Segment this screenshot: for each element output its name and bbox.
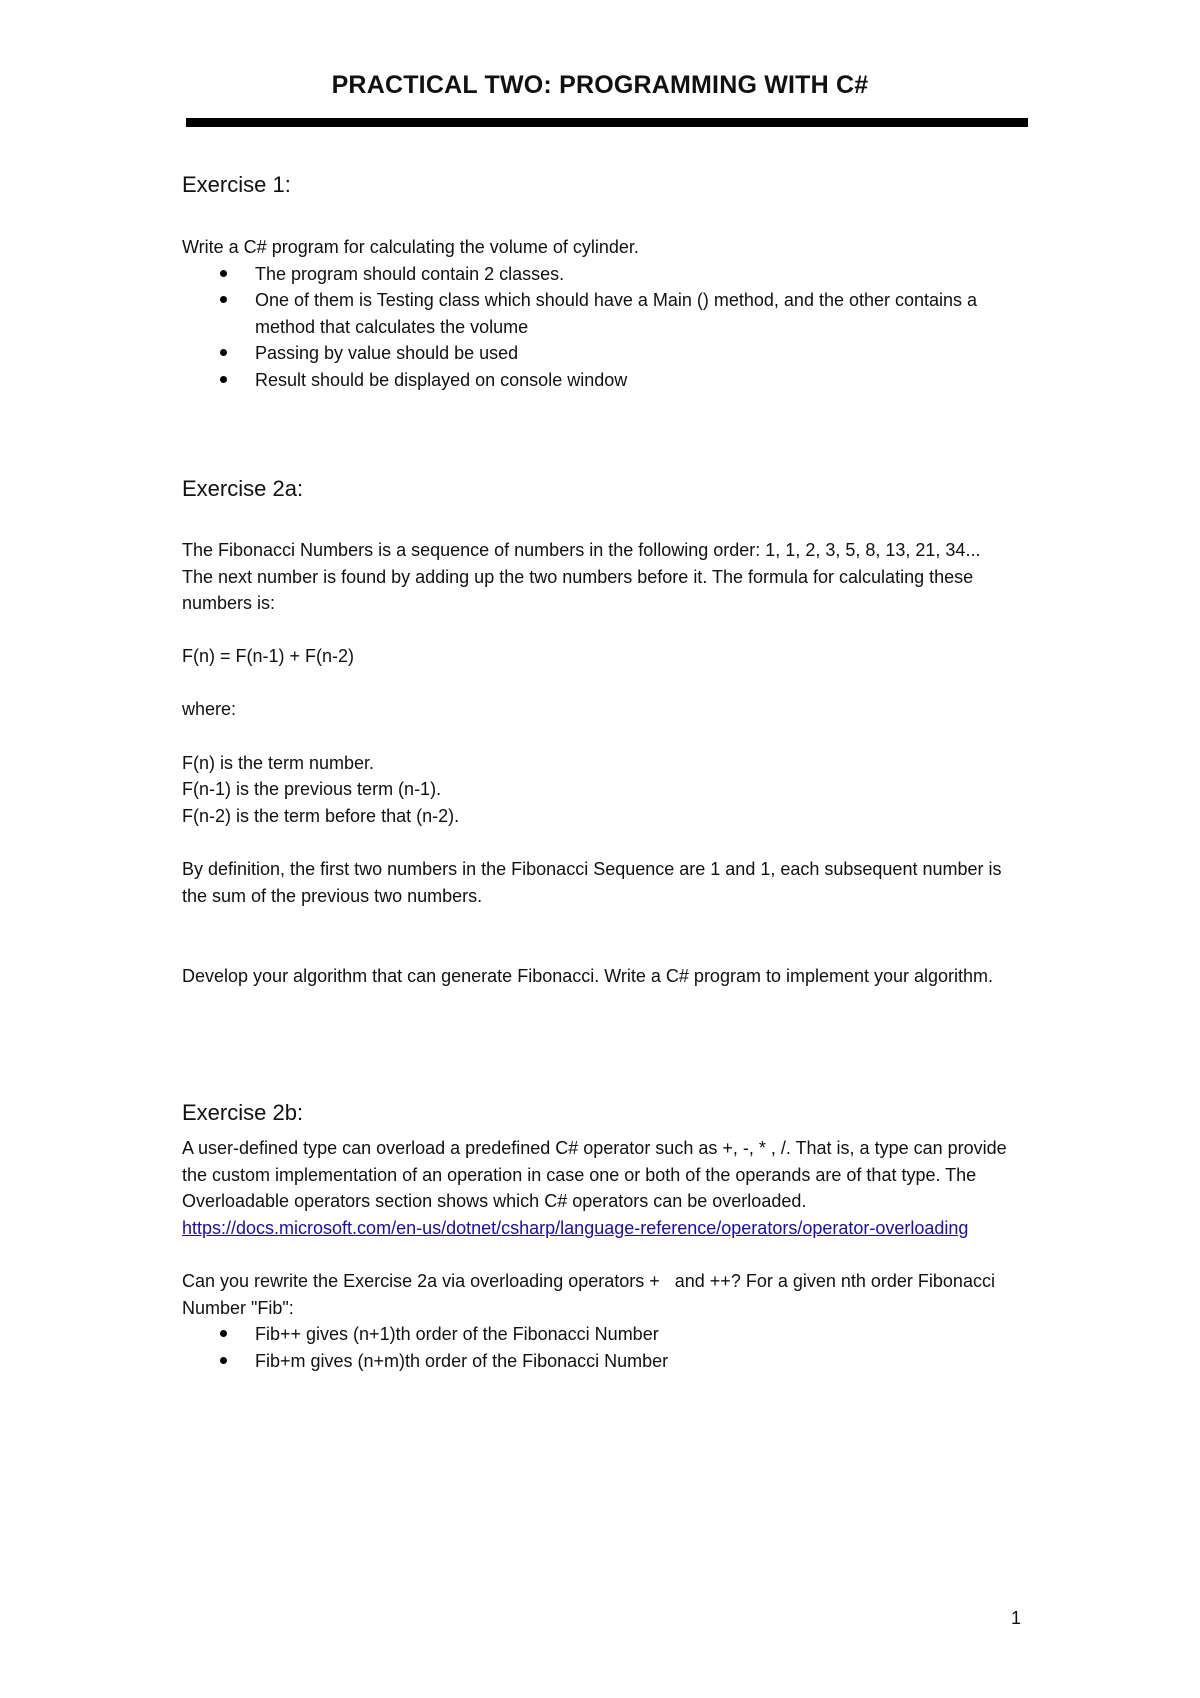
exercise-1-body xyxy=(182,234,1022,393)
fibonacci-formula: F(n) = F(n-1) + F(n-2) xyxy=(182,645,355,666)
exercise-2b-body xyxy=(182,1135,1022,1374)
exercise-2b-heading: Exercise 2b: xyxy=(182,1100,304,1125)
list-item: The program should contain 2 classes. xyxy=(182,261,1022,288)
exercise-1-intro: Write a C# program for calculating the volume of cylinder. xyxy=(182,237,639,257)
list-item: Result should be displayed on console window xyxy=(182,367,1022,394)
title-divider xyxy=(186,118,1028,127)
exercise-2b-intro: A user-defined type can overload a predefined C# operator such as +, -, * , /. That is, a type can provide the custom implementation of an operation in case one or both of the operands are of that type. The Overloadable operators section shows which C# operators can be overloaded. xyxy=(182,1138,1007,1211)
definition-line: F(n) is the term number. xyxy=(182,752,375,773)
list-item: One of them is Testing class which should have a Main () method, and the other contains a method that calculates the volume xyxy=(182,287,1022,340)
exercise-2a-intro: The Fibonacci Numbers is a sequence of numbers in the following order: 1, 1, 2, 3, 5, 8, 13, 21, 34... The next number is found by adding up the two numbers before it. The formula for calculating these numbers is: xyxy=(182,540,981,613)
exercise-2b-bullet-list xyxy=(182,1321,1022,1374)
page-title: PRACTICAL TWO: PROGRAMMING WITH C# xyxy=(331,71,869,99)
operator-overloading-link[interactable]: https://docs.microsoft.com/en-us/dotnet/csharp/language-reference/operators/operator-overloading xyxy=(182,1217,969,1238)
definition-line: F(n-2) is the term before that (n-2). xyxy=(182,805,460,826)
exercise-2b-question: Can you rewrite the Exercise 2a via overloading operators + and ++? For a given nth order Fibonacci Number "Fib": xyxy=(182,1271,1000,1318)
page-number: 1 xyxy=(1011,1608,1022,1628)
list-item: Passing by value should be used xyxy=(182,340,1022,367)
list-item: Fib++ gives (n+1)th order of the Fibonacci Number xyxy=(182,1321,1022,1348)
exercise-1-heading: Exercise 1: xyxy=(182,172,291,197)
exercise-2a-task: Develop your algorithm that can generate Fibonacci. Write a C# program to implement your algorithm. xyxy=(182,966,994,986)
list-item: Fib+m gives (n+m)th order of the Fibonacci Number xyxy=(182,1348,1022,1375)
exercise-2a-body xyxy=(182,537,1022,990)
definition-line: F(n-1) is the previous term (n-1). xyxy=(182,779,442,799)
definition-paragraph: By definition, the first two numbers in the Fibonacci Sequence are 1 and 1, each subsequent number is the sum of the previous two numbers. xyxy=(182,859,1002,906)
exercise-1-bullet-list xyxy=(182,261,1022,394)
exercise-2a-heading: Exercise 2a: xyxy=(182,476,304,501)
where-label: where: xyxy=(182,699,237,719)
